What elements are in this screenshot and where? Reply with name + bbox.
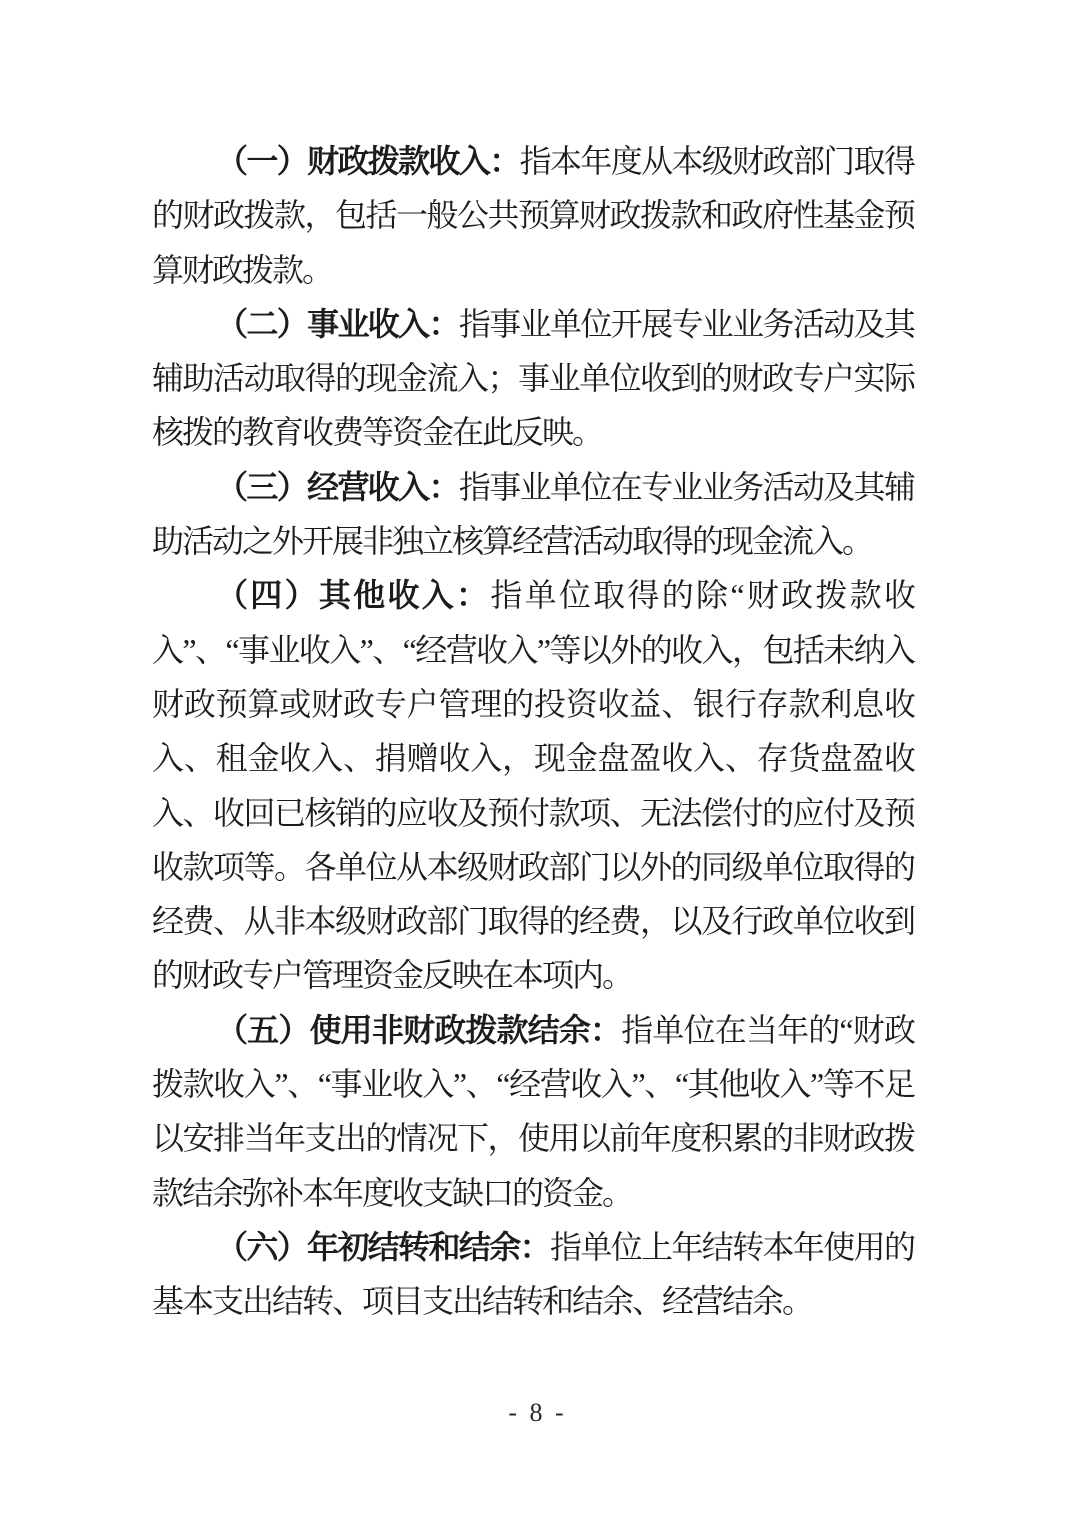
paragraph-text: 指事业单位在专业业务活动及其辅助活动之外开展非独立核算经营活动取得的现金流入。: [152, 468, 914, 560]
paragraph-use-of-non-fiscal-surplus: [152, 1003, 914, 1220]
paragraph-heading: （五）使用非财政拨款结余：: [216, 1011, 622, 1048]
paragraph-other-income: [152, 568, 914, 1002]
paragraph-heading: （二）事业收入：: [216, 305, 459, 342]
paragraph-text: 指事业单位开展专业业务活动及其辅助活动取得的现金流入；事业单位收到的财政专户实际核拨的教育收费等资金在此反映。: [152, 305, 914, 451]
paragraph-heading: （三）经营收入：: [216, 468, 459, 505]
paragraph-text: 指本年度从本级财政部门取得的财政拨款，包括一般公共预算财政拨款和政府性基金预算财政拨款。: [152, 143, 914, 288]
document-body: [152, 134, 914, 1329]
paragraph-heading: （四）其他收入：: [216, 577, 491, 614]
paragraph-beginning-year-carryover: [152, 1220, 914, 1329]
paragraph-text: 指单位上年结转本年使用的基本支出结转、项目支出结转和结余、经营结余。: [152, 1228, 914, 1320]
paragraph-operating-income: [152, 460, 914, 569]
paragraph-text: 指单位取得的除“财政拨款收入”、“事业收入”、“经营收入”等以外的收入，包括未纳入财政预算或财政专户管理的投资收益、银行存款利息收入、租金收入、捐赠收入，现金盘盈收入、存货盘盈收入、收回已核销的应收及预付款项、无法偿付的应付及预收款项等。各单位从本级财政部门以外的同级单位取得的经费、从非本级财政部门取得的经费，以及行政单位收到的财政专户管理资金反映在本项内。: [152, 577, 914, 994]
paragraph-heading: （一）财政拨款收入：: [216, 143, 520, 179]
paragraph-heading: （六）年初结转和结余：: [216, 1228, 550, 1265]
paragraph-business-income: [152, 297, 914, 460]
paragraph-fiscal-appropriation-income: [152, 134, 914, 297]
page-number: - 8 -: [508, 1398, 567, 1427]
paragraph-text: 指单位在当年的“财政拨款收入”、“事业收入”、“经营收入”、“其他收入”等不足以安排当年支出的情况下，使用以前年度积累的非财政拨款结余弥补本年度收支缺口的资金。: [152, 1011, 914, 1211]
